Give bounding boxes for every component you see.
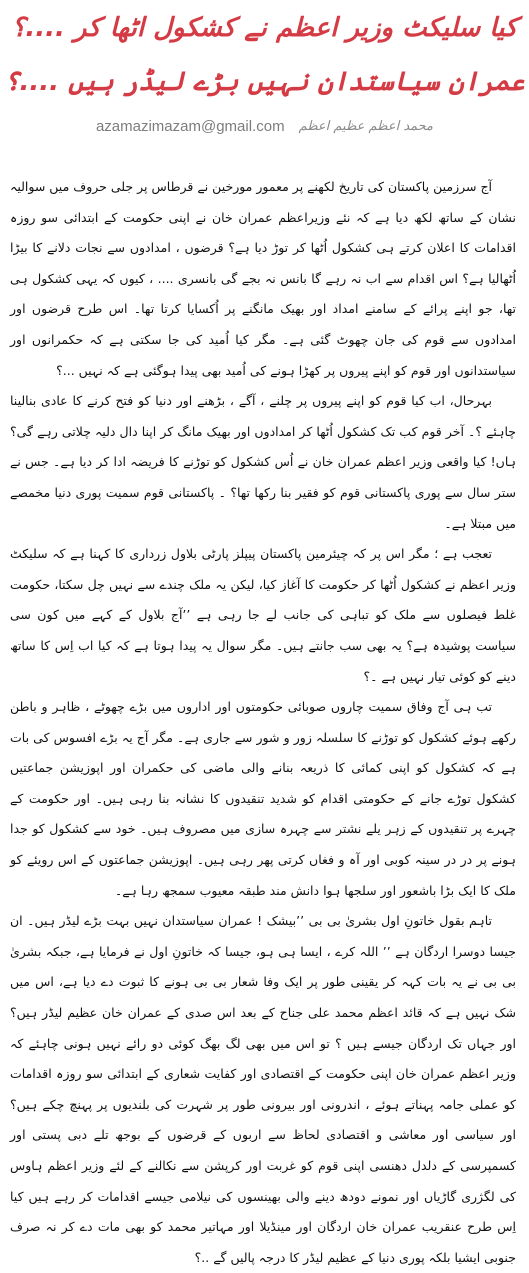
byline [0,118,529,142]
paragraph: تعجب ہے ؛ مگر اس پر کہ چیئرمین پاکستان پیپلز پارٹی بلاول زرداری کا کہنا ہے کہ سلیکٹ وزیر اعظم نے کشکول اُٹھا کر حکومت کا آغاز کیا، لیکن یہ ملک چندے سے نہیں چل سکتا، حکومت غلط فیصلوں سے ملک کو تباہی کی جانب لے جا رہی ہے ’’آج بلاول کے کہے میں کون سی سیاست پوشیدہ ہے؟ یہ بھی سب جانتے ہیں۔ مگر سوال یہ پیدا ہوتا ہے کہ کیا اب اِس کا ساتھ دینے کو کوئی تیار نہیں ہے ۔؟ [10,546,516,684]
author-email[interactable]: azamazimazam@gmail.com [95,118,285,135]
headline-secondary: عمران سیاستدان نہیں بڑے لیڈر ہیں ....؟ [4,67,525,97]
author-name: محمد اعظم عظیم اعظم [298,119,434,134]
paragraph: بہرحال، اب کیا قوم کو اپنے پیروں پر چلنے ، آگے ، بڑھنے اور دنیا کو فتح کرنے کا عادی بنالینا چاہئے ؟۔ آخر قوم کب تک کشکول اُٹھا کر امدادوں اور بھیک مانگ کر اپنا دال دلیہ چلاتی رہے گی؟ ہاں! کیا واقعی وزیر اعظم عمران خان نے اُس کشکول کو توڑنے کا فریضہ ادا کر دیا ہے۔ جس نے ستر سال سے پوری پاکستانی قوم کو فقیر بنا رکھا تھا؟ ۔ پاکستانی قوم سمیت پوری دنیا مخمصے میں مبتلا ہے۔ [10,393,516,531]
paragraph: آج سرزمین پاکستان کی تاریخ لکھنے پر معمور مورخین نے قرطاس پر جلی حروف میں سوالیہ نشان کے ساتھ لکھ دیا ہے کہ نئے وزیراعظم عمران خان نے اپنی حکومت کے ابتدائی سو روزہ اقدامات کا اعلان کرتے ہی کشکول اُٹھا کر توڑ دیا ہے؟ قرضوں ، امدادوں سے نجات دلانے کا بیڑا اُٹھالیا ہے؟ اس اقدام سے اب نہ رہے گا بانس نہ بجے گی بانسری .... ، کیوں کہ یہی کشکول ہی تھا، جو اپنے پرائے کے سامنے امداد اور بھیک مانگنے پر اُکسایا کرتا تھا۔ اس طرح قرضوں اور امدادوں سے قوم کی جان چھوٹ گئی ہے۔ مگر کیا اُمید کی جا سکتی ہے کہ حکمرانوں اور سیاستدانوں اور قوم کو اپنے پیروں پر کھڑا ہونے کی اُمید بھی پیدا ہوگئی ہے کہ نہیں ...؟ [10,179,516,378]
paragraph: تب ہی آج وفاق سمیت چاروں صوبائی حکومتوں اور اداروں میں بڑے چھوٹے ، ظاہر و باطن رکھے ہوئے کشکول کو توڑنے کا سلسلہ زور و شور سے جاری ہے۔ مگر آج یہ بڑے افسوس کی بات ہے کہ کشکول کو اپنی کمائی کا ذریعہ بنانے والی ماضی کی حکمران اور اپوزیشن جماعتیں کشکول توڑے جانے کے حکومتی اقدام کو شدید تنقیدوں کا نشانہ بنا رہی ہیں۔ اور حکومت کے چہرے پر تنقیدوں کے زہر یلے نشتر سے چہرہ سازی میں مصروف ہیں۔ خود سے کشکول کو جدا ہونے پر در در سینہ کوبی اور آہ و فغاں کرتی پھر رہی ہیں۔ اپوزیشن جماعتوں کے اس رویئے کو ملک کا ایک بڑا باشعور اور سلجھا ہوا دانش مند طبقہ معیوب سمجھ رہا ہے۔ [10,699,516,898]
paragraph: تاہم بقول خاتونِ اول بشریٰ بی بی ’’بیشک ! عمران سیاستدان نہیں بہت بڑے لیڈر ہیں۔ ان جیسا دوسرا اردگان ہے ’’ اللہ کرے ، ایسا ہی ہو، جیسا کہ خاتونِ اول نے فرمایا ہے، جبکہ بشریٰ بی بی نے یہ بات کہہ کر یقینی طور پر ایک وفا شعار بی بی ہونے کا ثبوت دے دیا ہے، اس میں شک نہیں ہے کہ قائد اعظم محمد علی جناح کے بعد اس صدی کے عمران خان عظیم لیڈر ہیں؟ اور جہاں تک اردگان جیسے ہیں ؟ تو اس میں بھی لگ بھگ کوئی دو رائے نہیں ہونی چاہئے کہ وزیر اعظم عمران خان اپنی حکومت کے اقتصادی اور کفایت شعاری کے ابتدائی سو روزہ اقدامات کو عملی جامہ پہناتے ہوئے ، اندرونی اور بیرونی طور پر شہرت کی بلندیوں پر پہنچ چکے ہیں؟ اور سیاسی اور معاشی و اقتصادی لحاظ سے اربوں کے قرضوں کے بوجھ تلے دبی پستی اور کسمپرسی کے دلدل دھنسی اپنی قوم کو غربت اور کرپشن سے نکالنے کے لئے وزیر اعظم ہاوس کی لگژری گاڑیاں اور نمونے دودھ دینے والی بھینسوں کی نیلامی جیسے اقدامات کر رہے ہیں کیا اِس طرح عنقریب عمران خان اردگان اور مینڈیلا اور مہاتیر محمد کو بھی مات دے کر نہ صرف جنوبی ایشیا بلکہ پوری دنیا کے عظیم لیڈر کا درجہ پالیں گے ..؟ [10,913,516,1265]
article-body [10,172,516,1265]
headline-primary: کیا سلیکٹ وزیر اعظم نے کشکول اٹھا کر ....؟ [11,13,518,43]
